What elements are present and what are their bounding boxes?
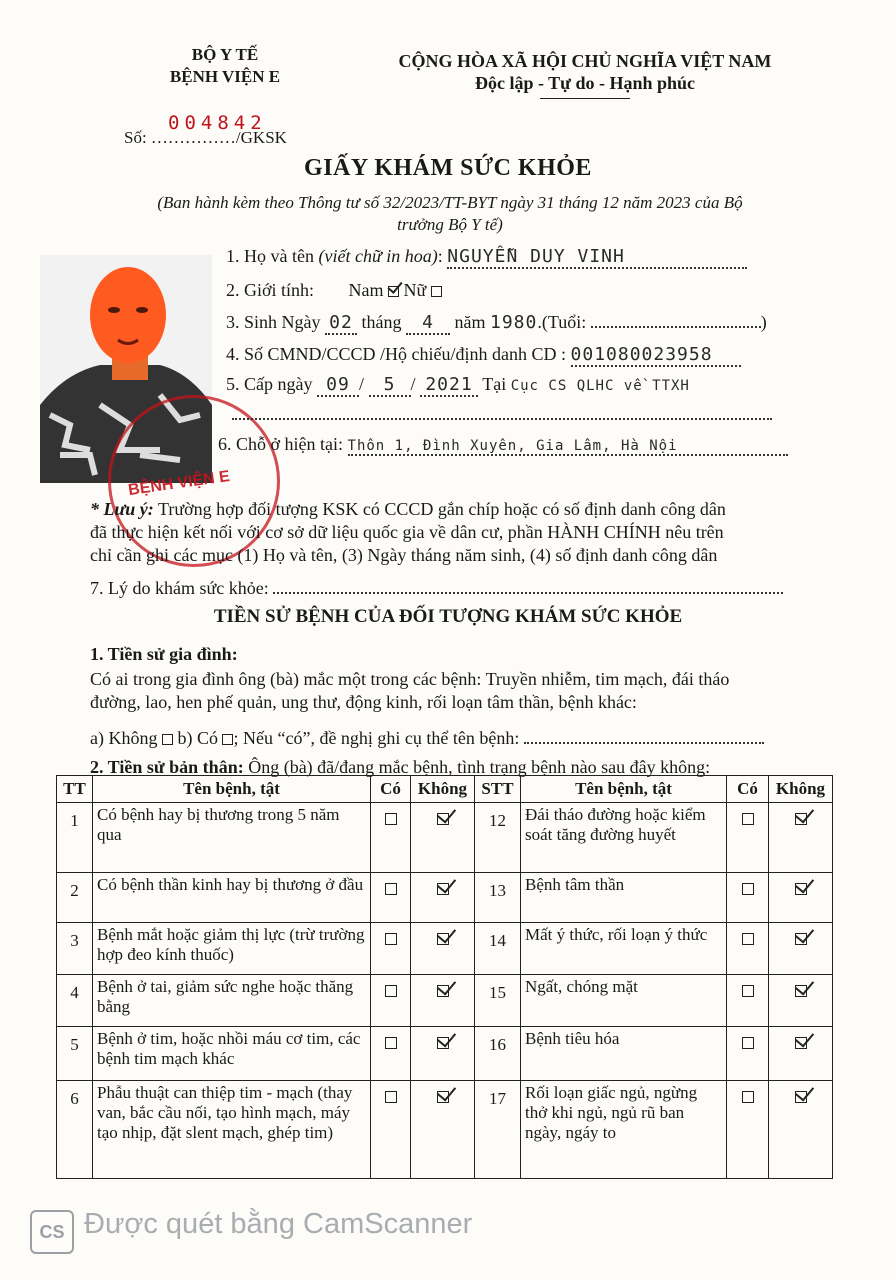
header-left (160, 44, 290, 88)
name-value[interactable]: NGUYỄN DUY VINH (447, 246, 747, 269)
note-line-3: chỉ cần ghi các mục (1) Họ và tên, (3) Ngày tháng năm sinh, (4) số định danh công dân (90, 545, 718, 565)
no-cell (411, 975, 475, 1027)
row-number: 4 (57, 975, 93, 1027)
yes-checkbox[interactable] (742, 985, 754, 997)
col-header: Tên bệnh, tật (521, 776, 727, 803)
col-header: TT (57, 776, 93, 803)
serial-label: Số: ……………/GKSK (124, 128, 287, 147)
dob-label-month: tháng (361, 312, 402, 332)
motto-underline (540, 98, 630, 99)
no-checkbox[interactable] (795, 1037, 807, 1049)
history-title: TIỀN SỬ BỆNH CỦA ĐỐI TƯỢNG KHÁM SỨC KHỎE (213, 606, 683, 627)
row-number: 12 (475, 803, 521, 873)
field-reason (90, 578, 805, 599)
no-cell (411, 1027, 475, 1081)
no-cell (411, 803, 475, 873)
no-checkbox[interactable] (437, 985, 449, 997)
reason-label: 7. Lý do khám sức khỏe: (90, 578, 269, 598)
yes-checkbox[interactable] (742, 933, 754, 945)
gender-label: 2. Giới tính: (226, 280, 315, 300)
family-text (90, 668, 820, 714)
family-no-label: a) Không (90, 728, 158, 748)
condition-name: Có bệnh hay bị thương trong 5 năm qua (93, 803, 371, 873)
no-cell (769, 873, 833, 923)
table-row (57, 1027, 833, 1081)
family-yes-label: b) Có (177, 728, 218, 748)
address-value[interactable]: Thôn 1, Đình Xuyên, Gia Lâm, Hà Nội (348, 438, 788, 456)
id-label: 4. Số CMND/CCCD /Hộ chiếu/định danh CD : (226, 344, 567, 364)
yes-cell (727, 803, 769, 873)
dob-month-value[interactable]: 4 (406, 312, 450, 335)
table-row (57, 975, 833, 1027)
gender-male-checkbox[interactable] (388, 286, 399, 297)
row-number: 14 (475, 923, 521, 975)
no-checkbox[interactable] (437, 933, 449, 945)
camscanner-watermark: Được quét bằng CamScanner (84, 1208, 473, 1240)
note-prefix: * Lưu ý: (90, 499, 154, 519)
note-line-1: Trường hợp đối tượng KSK có CCCD gắn chíp hoặc có số định danh công dân (157, 499, 726, 519)
medical-history-table (56, 775, 833, 1179)
yes-cell (371, 873, 411, 923)
blank-line (232, 412, 772, 420)
no-checkbox[interactable] (437, 883, 449, 895)
serial-number-handwritten: 004842 (168, 112, 267, 134)
yes-cell (727, 873, 769, 923)
no-checkbox[interactable] (795, 883, 807, 895)
row-number: 17 (475, 1081, 521, 1179)
no-checkbox[interactable] (795, 813, 807, 825)
issue-year-value[interactable]: 2021 (420, 374, 478, 397)
condition-name: Bệnh mắt hoặc giảm thị lực (trừ trường hợp đeo kính thuốc) (93, 923, 371, 975)
no-checkbox[interactable] (437, 813, 449, 825)
yes-checkbox[interactable] (385, 985, 397, 997)
subtitle-line-2: trưởng Bộ Y tế) (397, 215, 503, 234)
field-name: 1. Họ và tên (viết chữ in hoa): NGUYỄN DUY VINH (226, 246, 786, 269)
republic-name: CỘNG HÒA XÃ HỘI CHỦ NGHĨA VIỆT NAM (398, 51, 772, 71)
no-checkbox[interactable] (437, 1091, 449, 1103)
issue-place-label: Tại (482, 374, 507, 394)
condition-name: Ngất, chóng mặt (521, 975, 727, 1027)
no-cell (769, 923, 833, 975)
personal-history-text: Ông (bà) đã/đang mắc bệnh, tình trạng bệnh nào sau đây không: (248, 757, 711, 777)
dob-label-year: năm (454, 312, 486, 332)
yes-checkbox[interactable] (742, 813, 754, 825)
yes-checkbox[interactable] (742, 1037, 754, 1049)
condition-name: Bệnh tiêu hóa (521, 1027, 727, 1081)
age-value[interactable] (591, 326, 761, 328)
issue-label: 5. Cấp ngày (226, 374, 313, 394)
yes-cell (371, 975, 411, 1027)
condition-name: Mất ý thức, rối loạn ý thức (521, 923, 727, 975)
family-detail-label: ; Nếu “có”, đề nghị ghi cụ thể tên bệnh: (233, 728, 520, 748)
issue-day-value[interactable]: 09 (317, 374, 359, 397)
yes-checkbox[interactable] (742, 883, 754, 895)
condition-name: Bệnh tâm thần (521, 873, 727, 923)
col-header: Tên bệnh, tật (93, 776, 371, 803)
yes-checkbox[interactable] (385, 1037, 397, 1049)
family-detail-value[interactable] (524, 742, 764, 744)
family-no-checkbox[interactable] (162, 734, 173, 745)
table-row (57, 873, 833, 923)
row-number: 5 (57, 1027, 93, 1081)
issue-place-value[interactable]: Cục CS QLHC về TTXH (510, 378, 690, 394)
address-label: 6. Chỗ ở hiện tại: (218, 434, 344, 454)
row-number: 13 (475, 873, 521, 923)
no-checkbox[interactable] (795, 985, 807, 997)
family-question (90, 728, 810, 749)
no-cell (769, 803, 833, 873)
dob-day-value[interactable]: 02 (325, 312, 357, 335)
table-row (57, 803, 833, 873)
condition-name: Phẫu thuật can thiệp tim - mạch (thay van, bắc cầu nối, tạo hình mạch, máy tạo nhịp, đặt slent mạch, ghép tim) (93, 1081, 371, 1179)
table-row (57, 1081, 833, 1179)
row-number: 3 (57, 923, 93, 975)
name-label: 1. Họ và tên (226, 246, 314, 266)
field-gender (226, 280, 442, 301)
no-cell (769, 1027, 833, 1081)
dob-label-day: 3. Sinh Ngày (226, 312, 321, 332)
col-header: STT (475, 776, 521, 803)
field-dob: 3. Sinh Ngày 02 tháng 4 năm 1980.(Tuổi: ) (226, 312, 767, 333)
yes-cell (727, 923, 769, 975)
family-line-1: Có ai trong gia đình ông (bà) mắc một trong các bệnh: Truyền nhiễm, tim mạch, đái tháo (90, 669, 730, 689)
yes-cell (727, 1027, 769, 1081)
row-number: 2 (57, 873, 93, 923)
id-value[interactable]: 001080023958 (571, 344, 741, 367)
yes-checkbox[interactable] (385, 933, 397, 945)
dob-label-age: .(Tuổi: (537, 312, 587, 332)
gender-female-label: Nữ (403, 280, 427, 300)
yes-cell (727, 975, 769, 1027)
no-cell (411, 923, 475, 975)
yes-checkbox[interactable] (742, 1091, 754, 1103)
personal-history-label: 2. Tiền sử bản thân: (90, 757, 244, 777)
yes-cell (727, 1081, 769, 1179)
col-header: Không (769, 776, 833, 803)
yes-cell (371, 923, 411, 975)
header-right (370, 50, 800, 99)
issue-month-value[interactable]: 5 (369, 374, 411, 397)
motto: Độc lập - Tự do - Hạnh phúc (474, 73, 696, 93)
family-heading: 1. Tiền sử gia đình: (90, 644, 238, 664)
row-number: 15 (475, 975, 521, 1027)
condition-name: Rối loạn giấc ngủ, ngừng thở khi ngủ, ngủ rũ ban ngày, ngáy to (521, 1081, 727, 1179)
document-title: GIẤY KHÁM SỨC KHỎE (304, 155, 592, 181)
yes-checkbox[interactable] (385, 1091, 397, 1103)
condition-name: Có bệnh thần kinh hay bị thương ở đầu (93, 873, 371, 923)
field-id (226, 344, 786, 367)
no-cell (769, 1081, 833, 1179)
gender-male-label: Nam (348, 280, 384, 300)
yes-cell (371, 803, 411, 873)
subtitle-line-1: (Ban hành kèm theo Thông tư số 32/2023/TT-BYT ngày 31 tháng 12 năm 2023 của Bộ (157, 193, 743, 212)
family-yes-checkbox[interactable] (222, 734, 233, 745)
family-line-2: đường, lao, hen phế quản, ung thư, động kinh, rối loạn tâm thần, bệnh khác: (90, 692, 637, 712)
dob-year-value[interactable]: 1980 (490, 312, 538, 333)
field-issue: 5. Cấp ngày 09 / 5 / 2021 Tại Cục CS QLHC về TTXH (226, 374, 690, 395)
yes-cell (371, 1027, 411, 1081)
no-checkbox[interactable] (795, 933, 807, 945)
no-cell (411, 873, 475, 923)
no-checkbox[interactable] (795, 1091, 807, 1103)
col-header: Không (411, 776, 475, 803)
camscanner-logo-icon: CS (30, 1210, 74, 1254)
field-address (218, 434, 818, 456)
note-block (90, 498, 820, 567)
ministry-name: BỘ Y TẾ (191, 45, 259, 64)
no-cell (411, 1081, 475, 1179)
condition-name: Bệnh ở tai, giảm sức nghe hoặc thăng bằng (93, 975, 371, 1027)
no-checkbox[interactable] (437, 1037, 449, 1049)
table-row (57, 923, 833, 975)
yes-cell (371, 1081, 411, 1179)
condition-name: Bệnh ở tim, hoặc nhồi máu cơ tim, các bệnh tim mạch khác (93, 1027, 371, 1081)
row-number: 16 (475, 1027, 521, 1081)
yes-checkbox[interactable] (385, 883, 397, 895)
hospital-name: BỆNH VIỆN E (169, 67, 281, 86)
document-subtitle (80, 192, 820, 236)
condition-name: Đái tháo đường hoặc kiểm soát tăng đường huyết (521, 803, 727, 873)
name-hint: (viết chữ in hoa) (318, 246, 438, 266)
no-cell (769, 975, 833, 1027)
reason-value[interactable] (273, 592, 783, 594)
stamp-text: BỆNH VIỆN E (127, 467, 231, 500)
row-number: 1 (57, 803, 93, 873)
gender-female-checkbox[interactable] (431, 286, 442, 297)
note-line-2: đã thực hiện kết nối với cơ sở dữ liệu quốc gia về dân cư, phần HÀNH CHÍNH nêu trên (90, 522, 724, 542)
table-header-row (57, 776, 833, 803)
row-number: 6 (57, 1081, 93, 1179)
col-header: Có (727, 776, 769, 803)
yes-checkbox[interactable] (385, 813, 397, 825)
col-header: Có (371, 776, 411, 803)
